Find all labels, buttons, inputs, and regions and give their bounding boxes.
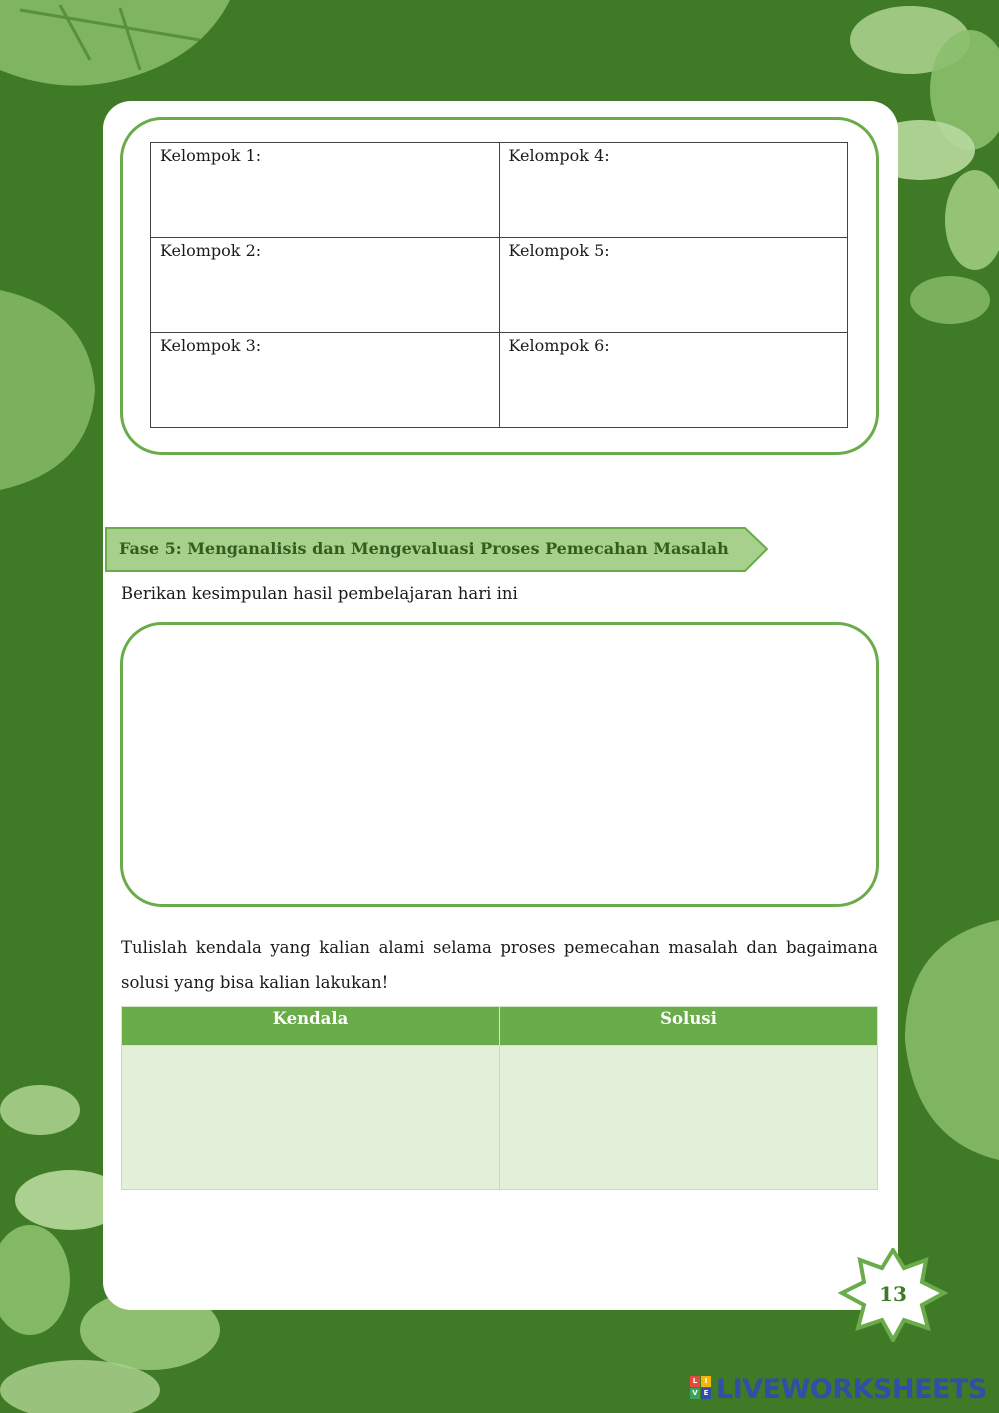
leaf-decoration-right-middle bbox=[895, 920, 999, 1160]
liveworksheets-wordmark: LIVEWORKSHEETS bbox=[716, 1374, 987, 1405]
group-cell-2[interactable]: Kelompok 2: bbox=[151, 238, 500, 333]
group-table bbox=[150, 142, 848, 428]
obstacles-instruction-line-1: Tulislah kendala yang kalian alami selama proses pemecahan masalah dan bagaimana bbox=[121, 938, 878, 957]
kendala-cell[interactable] bbox=[122, 1046, 500, 1190]
header-solusi: Solusi bbox=[500, 1007, 878, 1046]
group-cell-4[interactable]: Kelompok 4: bbox=[499, 143, 848, 238]
obstacles-instruction-line-2: solusi yang bisa kalian lakukan! bbox=[121, 973, 389, 992]
group-cell-3[interactable]: Kelompok 3: bbox=[151, 333, 500, 428]
page-number: 13 bbox=[879, 1282, 907, 1306]
header-kendala: Kendala bbox=[122, 1007, 500, 1046]
phase-title: Fase 5: Menganalisis dan Mengevaluasi Proses Pemecahan Masalah bbox=[119, 539, 729, 558]
leaf-decoration-top-left bbox=[0, 0, 260, 110]
group-cell-6[interactable]: Kelompok 6: bbox=[499, 333, 848, 428]
conclusion-answer-box[interactable] bbox=[120, 622, 879, 907]
liveworksheets-icon: L I V E bbox=[690, 1376, 712, 1400]
group-cell-5[interactable]: Kelompok 5: bbox=[499, 238, 848, 333]
page-number-badge bbox=[838, 1248, 948, 1342]
leaf-decoration-left-middle bbox=[0, 280, 110, 500]
group-cell-1[interactable]: Kelompok 1: bbox=[151, 143, 500, 238]
solusi-cell[interactable] bbox=[500, 1046, 878, 1190]
phase-banner bbox=[105, 527, 745, 570]
obstacle-solution-table bbox=[121, 1006, 878, 1190]
conclusion-instruction: Berikan kesimpulan hasil pembelajaran hari ini bbox=[121, 584, 518, 603]
